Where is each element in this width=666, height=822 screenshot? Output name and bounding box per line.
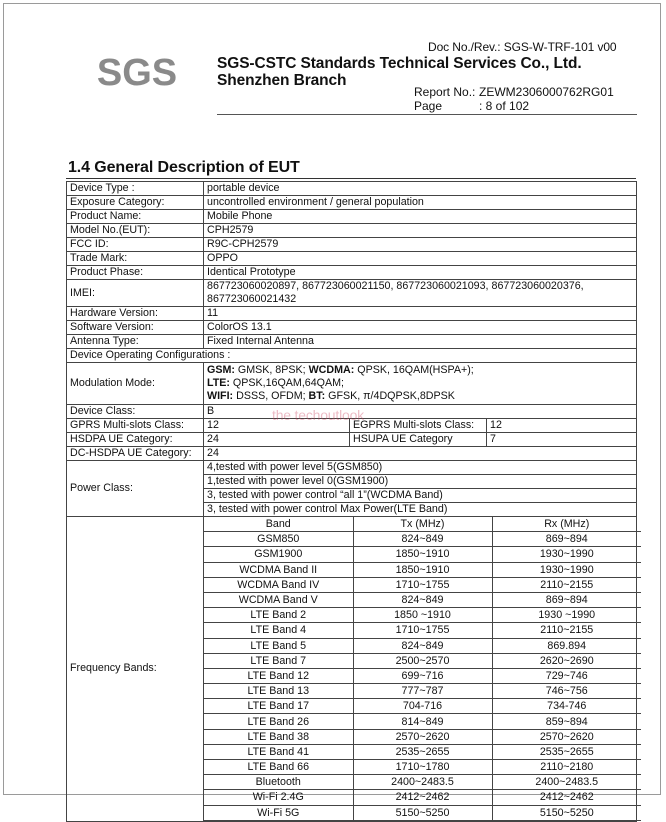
freq-band: LTE Band 13	[204, 684, 353, 699]
table-row	[67, 196, 637, 210]
frequency-row	[204, 577, 641, 592]
header-band: Band	[204, 517, 353, 532]
table-row	[67, 419, 637, 433]
freq-rx: 2110~2180	[492, 760, 641, 775]
header-tx: Tx (MHz)	[353, 517, 492, 532]
table-row	[67, 182, 637, 196]
row-value: R9C-CPH2579	[204, 238, 637, 252]
freq-tx: 824~849	[353, 592, 492, 607]
freq-rx: 729~746	[492, 668, 641, 683]
table-row	[67, 224, 637, 238]
row-label: Product Name:	[67, 210, 204, 224]
frequency-row	[204, 729, 641, 744]
freq-rx: 734-746	[492, 699, 641, 714]
freq-band: LTE Band 5	[204, 638, 353, 653]
freq-rx: 2570~2620	[492, 729, 641, 744]
freq-tx: 814~849	[353, 714, 492, 729]
frequency-row	[204, 653, 641, 668]
freq-rx: 2110~2155	[492, 577, 641, 592]
row-label: Product Phase:	[67, 266, 204, 280]
freq-rx: 1930 ~1990	[492, 608, 641, 623]
row-label: EGPRS Multi-slots Class:	[350, 419, 487, 433]
freq-band: WCDMA Band V	[204, 592, 353, 607]
table-row	[67, 266, 637, 280]
frequency-row	[204, 775, 641, 790]
freq-tx: 699~716	[353, 668, 492, 683]
frequency-row	[204, 684, 641, 699]
frequency-row	[204, 760, 641, 775]
freq-tx: 1710~1780	[353, 760, 492, 775]
table-row	[67, 280, 637, 307]
row-value: OPPO	[204, 252, 637, 266]
row-label: Device Type :	[67, 182, 204, 196]
svg-text:SGS: SGS	[96, 52, 178, 94]
row-label: DC-HSDPA UE Category:	[67, 447, 204, 461]
frequency-row	[204, 623, 641, 638]
table-row	[67, 349, 637, 363]
freq-rx: 869~894	[492, 532, 641, 547]
freq-band: LTE Band 17	[204, 699, 353, 714]
row-value: Fixed Internal Antenna	[204, 335, 637, 349]
row-value: Mobile Phone	[204, 210, 637, 224]
row-label: IMEI:	[67, 280, 204, 307]
row-label: FCC ID:	[67, 238, 204, 252]
document-page	[3, 3, 661, 819]
table-row	[67, 238, 637, 252]
row-value: 12	[204, 419, 350, 433]
frequency-row	[204, 744, 641, 759]
row-value: Identical Prototype	[204, 266, 637, 280]
row-value: portable device	[204, 182, 637, 196]
table-row	[67, 405, 637, 419]
freq-band: LTE Band 12	[204, 668, 353, 683]
freq-rx: 2110~2155	[492, 623, 641, 638]
freq-tx: 5150~5250	[353, 805, 492, 820]
row-label: HSUPA UE Category	[350, 433, 487, 447]
row-value: 11	[204, 307, 637, 321]
freq-rx: 1930~1990	[492, 562, 641, 577]
freq-band: LTE Band 66	[204, 760, 353, 775]
row-label: HSDPA UE Category:	[67, 433, 204, 447]
doc-number: Doc No./Rev.: SGS-W-TRF-101 v00	[428, 40, 617, 54]
freq-band: LTE Band 4	[204, 623, 353, 638]
row-label: Frequency Bands:	[67, 517, 204, 822]
frequency-row	[204, 562, 641, 577]
freq-band: LTE Band 7	[204, 653, 353, 668]
eut-description-table	[66, 181, 637, 822]
section-title: 1.4 General Description of EUT	[68, 159, 300, 176]
row-label: Trade Mark:	[67, 252, 204, 266]
frequency-bands-table	[204, 517, 641, 821]
freq-rx: 2535~2655	[492, 744, 641, 759]
freq-tx: 1710~1755	[353, 577, 492, 592]
row-value: ColorOS 13.1	[204, 321, 637, 335]
row-label: Power Class:	[67, 461, 204, 517]
imei-value: 867723060020897, 867723060021150, 867723060021093, 867723060020376, 867723060021432	[204, 280, 637, 307]
row-label: Software Version:	[67, 321, 204, 335]
table-row	[67, 517, 637, 822]
row-value: uncontrolled environment / general population	[204, 196, 637, 210]
row-label: GPRS Multi-slots Class:	[67, 419, 204, 433]
row-value: CPH2579	[204, 224, 637, 238]
freq-band: LTE Band 38	[204, 729, 353, 744]
freq-rx: 5150~5250	[492, 805, 641, 820]
table-row	[67, 335, 637, 349]
frequency-row	[204, 668, 641, 683]
frequency-row	[204, 608, 641, 623]
freq-rx: 869~894	[492, 592, 641, 607]
row-label: Modulation Mode:	[67, 363, 204, 405]
frequency-bands-cell	[204, 517, 637, 822]
report-no-value: ZEWM2306000762RG01	[479, 85, 614, 99]
freq-rx: 2400~2483.5	[492, 775, 641, 790]
freq-band: GSM850	[204, 532, 353, 547]
row-value: 24	[204, 447, 637, 461]
freq-tx: 2500~2570	[353, 653, 492, 668]
page-label: Page	[414, 99, 443, 113]
freq-tx: 2535~2655	[353, 744, 492, 759]
sgs-logo	[98, 52, 176, 92]
header-rx: Rx (MHz)	[492, 517, 641, 532]
freq-tx: 824~849	[353, 638, 492, 653]
report-no-label: Report No.:	[414, 85, 476, 99]
row-label: Antenna Type:	[67, 335, 204, 349]
row-value: 24	[204, 433, 350, 447]
freq-band: Wi-Fi 5G	[204, 805, 353, 820]
table-row	[67, 363, 637, 405]
company-name: SGS-CSTC Standards Technical Services Co., Ltd. Shenzhen Branch	[217, 55, 582, 89]
row-value: 7	[487, 433, 637, 447]
table-row	[67, 307, 637, 321]
freq-rx: 869.894	[492, 638, 641, 653]
freq-band: WCDMA Band II	[204, 562, 353, 577]
power-line: 3, tested with power control “all 1”(WCDMA Band)	[204, 489, 637, 503]
report-info	[414, 85, 614, 113]
table-row	[67, 447, 637, 461]
freq-tx: 777~787	[353, 684, 492, 699]
row-value: B	[204, 405, 637, 419]
table-row	[67, 210, 637, 224]
header-divider	[217, 114, 637, 115]
row-label: Device Class:	[67, 405, 204, 419]
freq-tx: 824~849	[353, 532, 492, 547]
frequency-row	[204, 805, 641, 820]
table-row	[67, 433, 637, 447]
freq-band: Wi-Fi 2.4G	[204, 790, 353, 805]
row-value: 12	[487, 419, 637, 433]
freq-tx: 2570~2620	[353, 729, 492, 744]
freq-rx: 859~894	[492, 714, 641, 729]
freq-band: Bluetooth	[204, 775, 353, 790]
freq-band: WCDMA Band IV	[204, 577, 353, 592]
frequency-row	[204, 532, 641, 547]
config-heading: Device Operating Configurations :	[67, 349, 637, 363]
freq-band: GSM1900	[204, 547, 353, 562]
freq-tx: 2400~2483.5	[353, 775, 492, 790]
freq-rx: 1930~1990	[492, 547, 641, 562]
freq-band: LTE Band 26	[204, 714, 353, 729]
section-divider	[66, 178, 636, 179]
freq-tx: 1710~1755	[353, 623, 492, 638]
power-line: 3, tested with power control Max Power(LTE Band)	[204, 503, 637, 517]
table-row	[67, 252, 637, 266]
row-label: Hardware Version:	[67, 307, 204, 321]
frequency-header-row	[204, 517, 641, 532]
frequency-row	[204, 547, 641, 562]
row-label: Model No.(EUT):	[67, 224, 204, 238]
modulation-value: GSM: GMSK, 8PSK; WCDMA: QPSK, 16QAM(HSPA+); LTE: QPSK,16QAM,64QAM; WIFI: DSSS, OFDM; BT: GFSK, π/4DQPSK,8DPSK	[204, 363, 637, 405]
freq-rx: 746~756	[492, 684, 641, 699]
frequency-row	[204, 790, 641, 805]
freq-band: LTE Band 41	[204, 744, 353, 759]
table-row	[67, 321, 637, 335]
freq-rx: 2412~2462	[492, 790, 641, 805]
watermark: the techoutlook	[272, 407, 364, 423]
freq-rx: 2620~2690	[492, 653, 641, 668]
row-label: Exposure Category:	[67, 196, 204, 210]
power-line: 4,tested with power level 5(GSM850)	[204, 461, 637, 475]
table-row	[67, 461, 637, 475]
frequency-row	[204, 699, 641, 714]
freq-tx: 1850 ~1910	[353, 608, 492, 623]
freq-tx: 1850~1910	[353, 547, 492, 562]
freq-tx: 704-716	[353, 699, 492, 714]
power-line: 1,tested with power level 0(GSM1900)	[204, 475, 637, 489]
frequency-row	[204, 592, 641, 607]
freq-tx: 2412~2462	[353, 790, 492, 805]
page-value: : 8 of 102	[479, 99, 530, 113]
frequency-row	[204, 714, 641, 729]
freq-tx: 1850~1910	[353, 562, 492, 577]
frequency-row	[204, 638, 641, 653]
freq-band: LTE Band 2	[204, 608, 353, 623]
